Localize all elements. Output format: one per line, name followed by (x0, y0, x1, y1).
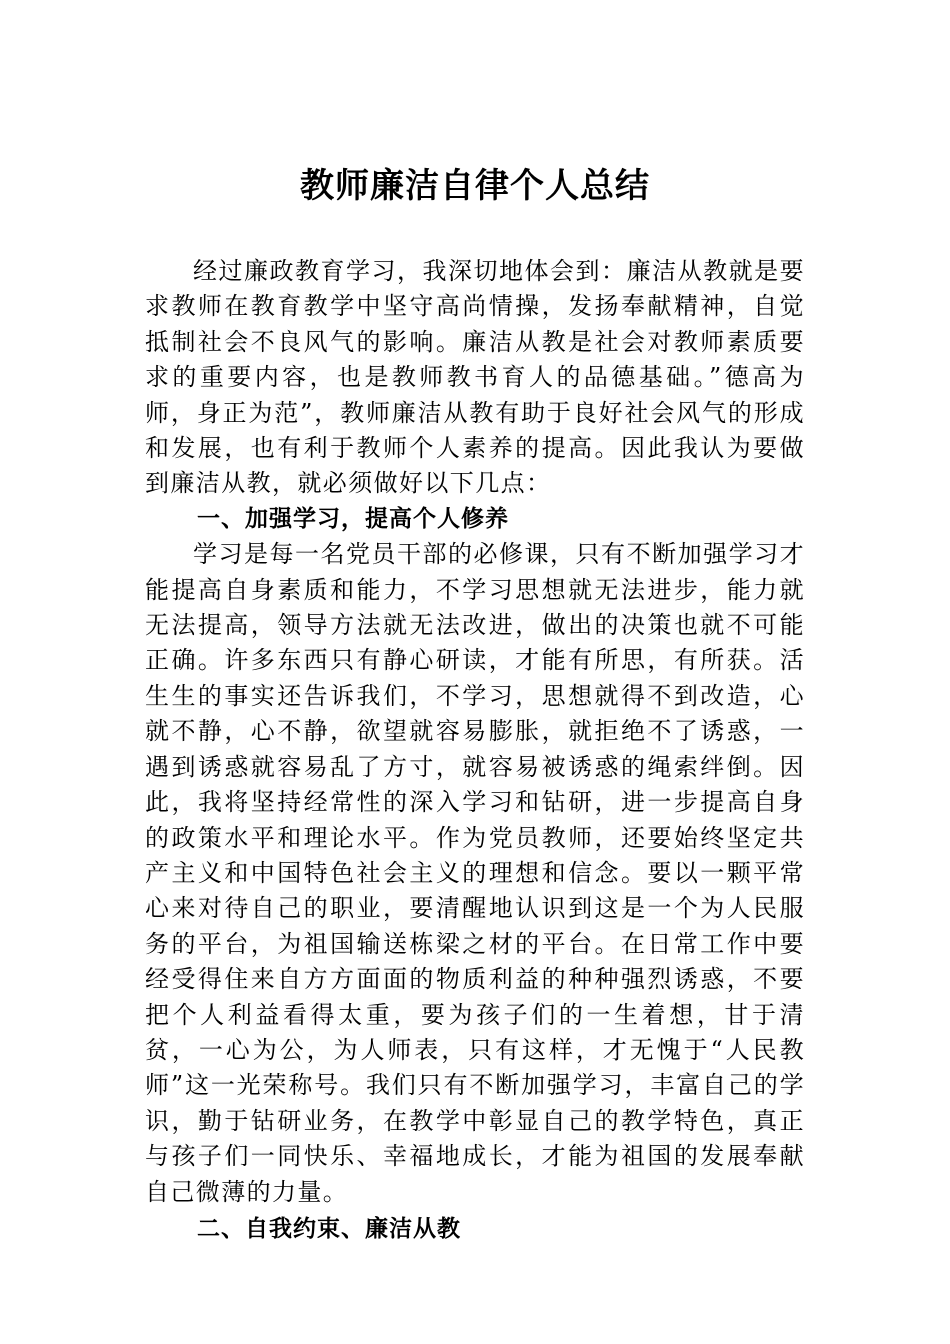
intro-paragraph: 经过廉政教育学习，我深切地体会到：廉洁从教就是要求教师在教育教学中坚守高尚情操，发扬奉献精神，自觉抵制社会不良风气的影响。廉洁从教是社会对教师素质要求的重要内容，也是教师教书育人的品德基础。”德高为师，身正为范”，教师廉洁从教有助于良好社会风气的形成和发展，也有利于教师个人素养的提高。因此我认为要做到廉洁从教，就必须做好以下几点： (145, 257, 805, 498)
section-1-paragraph: 学习是每一名党员干部的必修课，只有不断加强学习才能提高自身素质和能力，不学习思想就无法进步，能力就无法提高，领导方法就无法改进，做出的决策也就不可能正确。许多东西只有静心研读，才能有所思，有所获。活生生的事实还告诉我们，不学习，思想就得不到改造，心就不静，心不静，欲望就容易膨胀，就拒绝不了诱惑，一遇到诱惑就容易乱了方寸，就容易被诱惑的绳索绊倒。因此，我将坚持经常性的深入学习和钻研，进一步提高自身的政策水平和理论水平。作为党员教师，还要始终坚定共产主义和中国特色社会主义的理想和信念。要以一颗平常心来对待自己的职业，要清醒地认识到这是一个为人民服务的平台，为祖国输送栋梁之材的平台。在日常工作中要经受得住来自方方面面的物质利益的种种强烈诱惑，不要把个人利益看得太重，要为孩子们的一生着想，甘于清贫，一心为公，为人师表，只有这样，才无愧于“人民教师”这一光荣称号。我们只有不断加强学习，丰富自己的学识，勤于钻研业务，在教学中彰显自己的教学特色，真正与孩子们一同快乐、幸福地成长，才能为祖国的发展奉献自己微薄的力量。 (145, 540, 805, 1206)
document-title: 教师廉洁自律个人总结 (300, 166, 650, 206)
section-2-heading: 二、自我约束、廉洁从教 (197, 1215, 461, 1242)
section-1-heading: 一、加强学习，提高个人修养 (197, 505, 509, 532)
document-body (145, 254, 805, 1247)
